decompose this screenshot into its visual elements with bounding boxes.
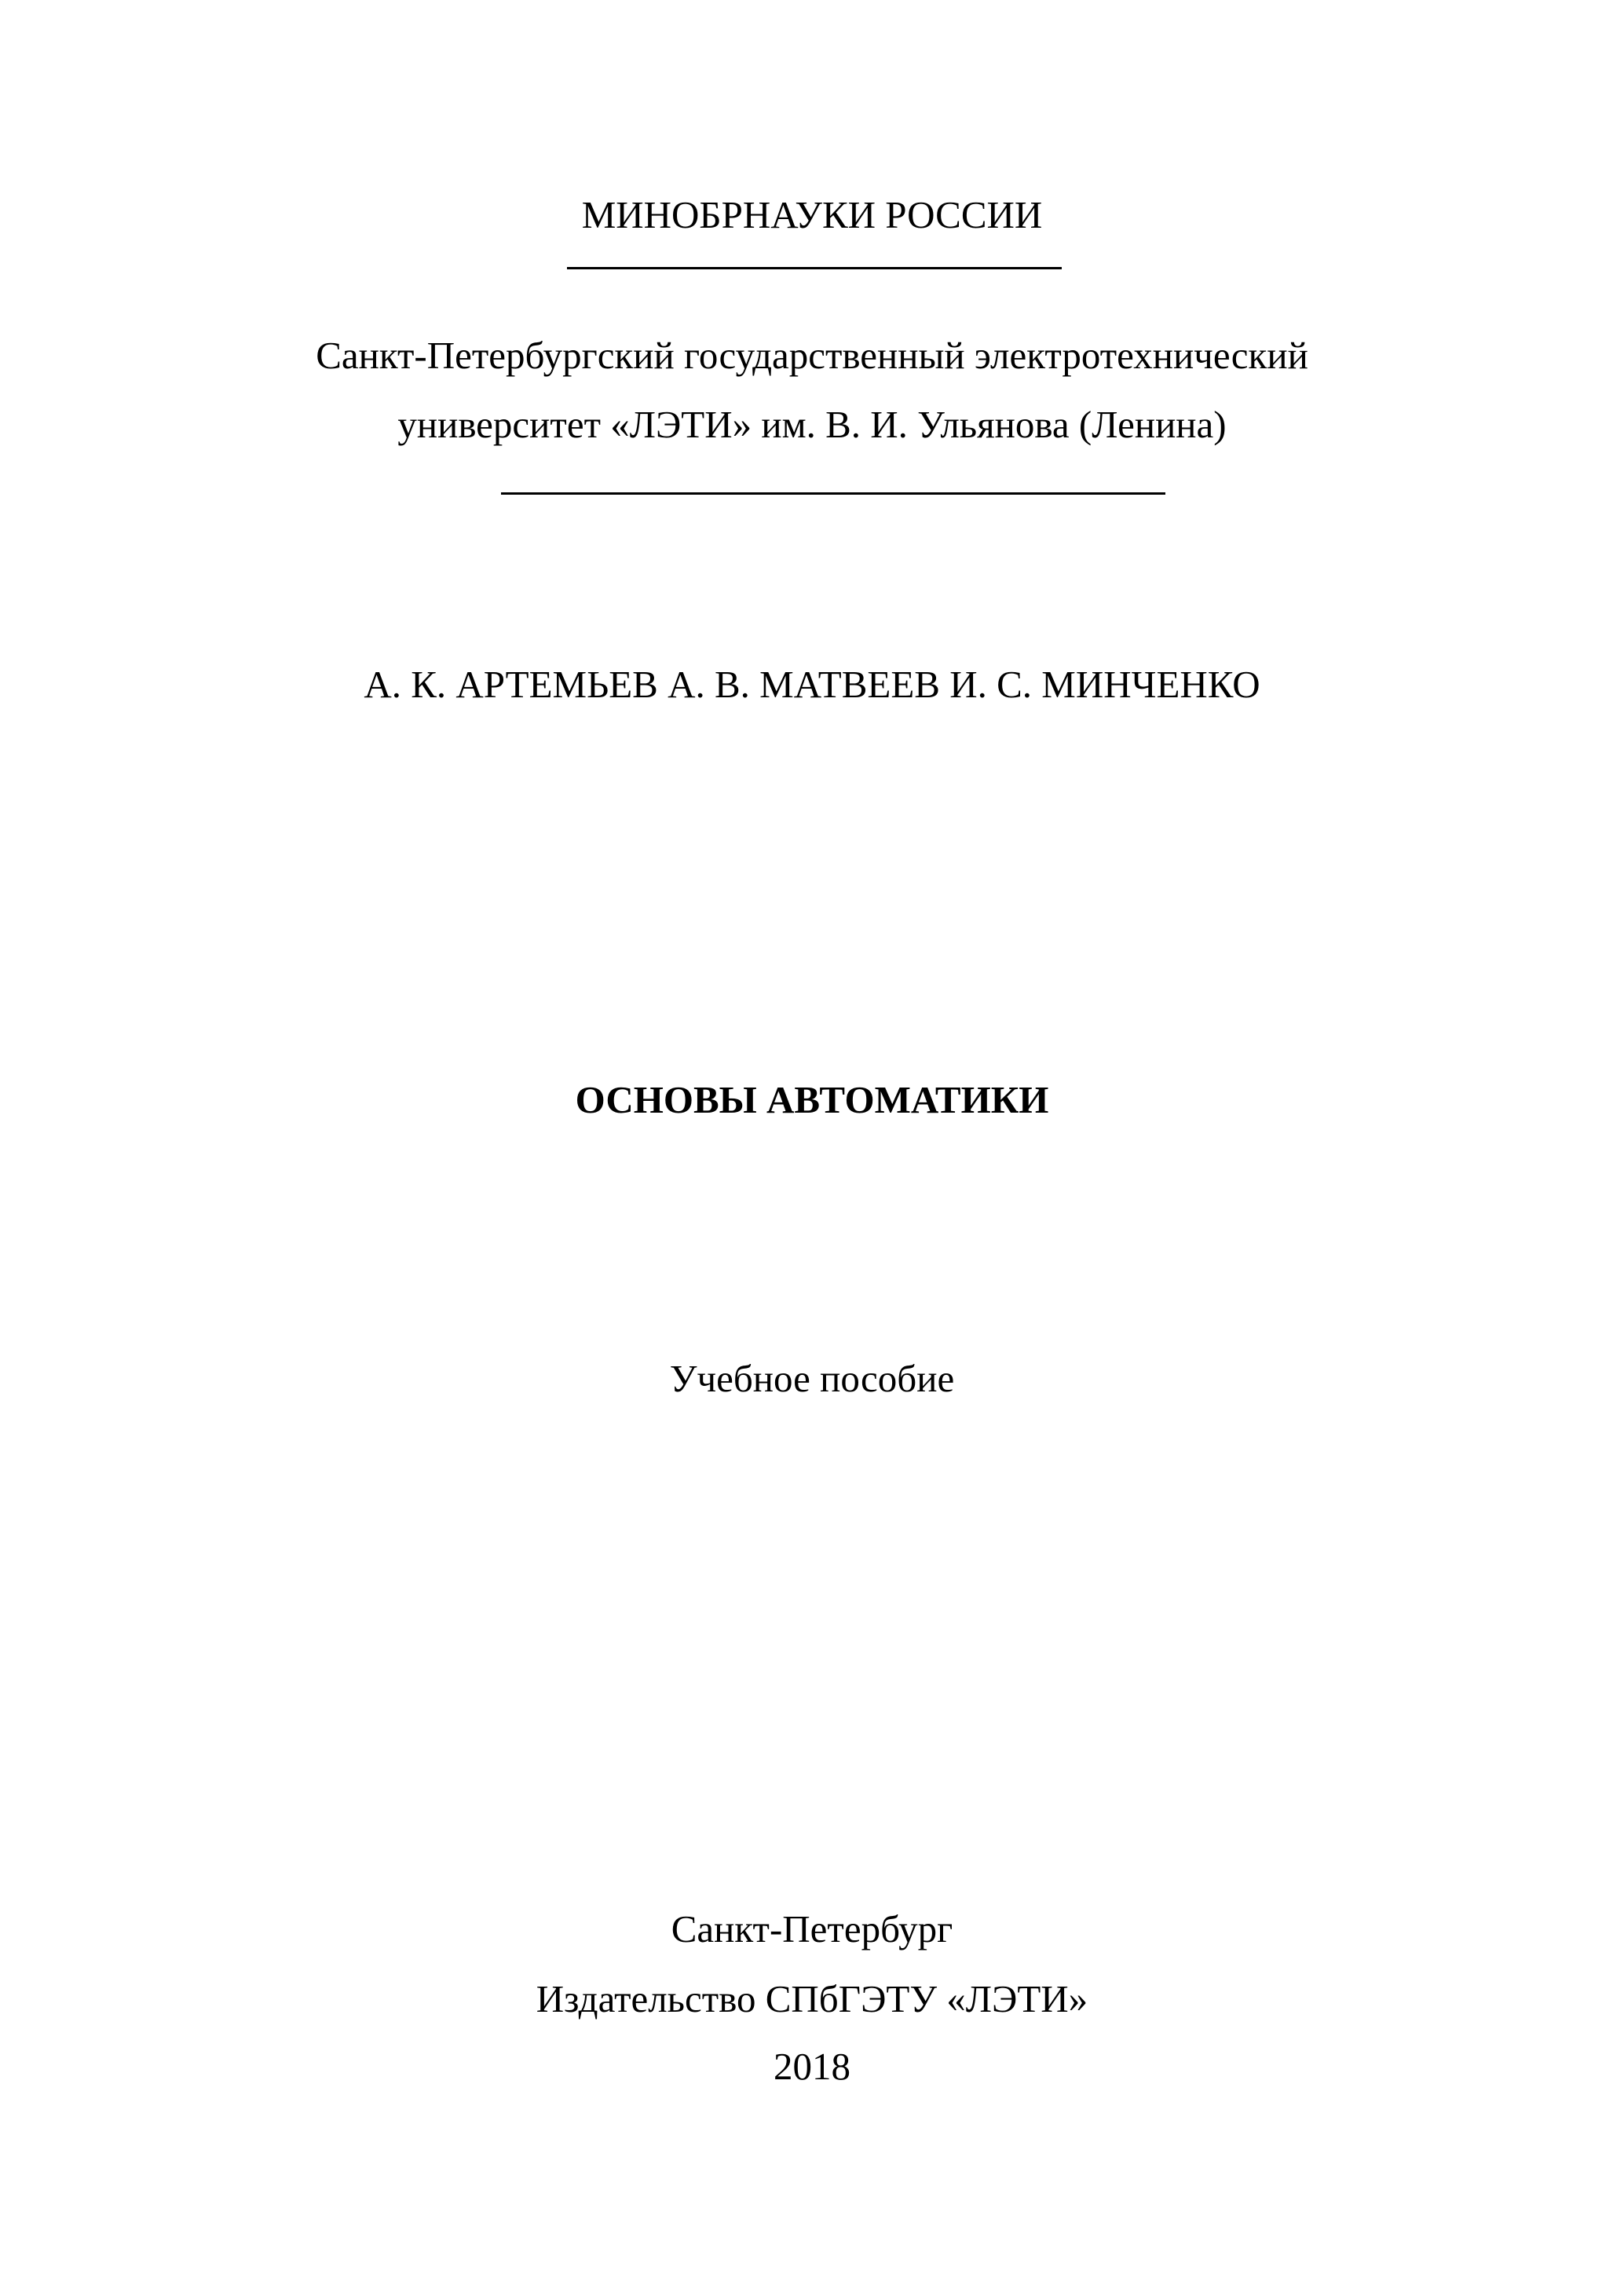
university-name-line-2: университет «ЛЭТИ» им. В. И. Ульянова (Ленина) <box>397 403 1227 446</box>
publication-city: Санкт-Петербург <box>671 1907 953 1951</box>
authors: А. К. АРТЕМЬЕВ А. В. МАТВЕЕВ И. С. МИНЧЕНКО <box>364 663 1260 706</box>
publisher: Издательство СПбГЭТУ «ЛЭТИ» <box>536 1977 1088 2020</box>
book-subtitle: Учебное пособие <box>669 1357 955 1400</box>
ministry-underline <box>567 267 1062 269</box>
university-underline <box>501 492 1165 495</box>
university-name-line-1: Санкт-Петербургский государственный электротехнический <box>316 334 1308 377</box>
book-title: ОСНОВЫ АВТОМАТИКИ <box>575 1078 1049 1121</box>
ministry-name: МИНОБРНАУКИ РОССИИ <box>581 193 1043 236</box>
publication-year: 2018 <box>774 2045 850 2088</box>
